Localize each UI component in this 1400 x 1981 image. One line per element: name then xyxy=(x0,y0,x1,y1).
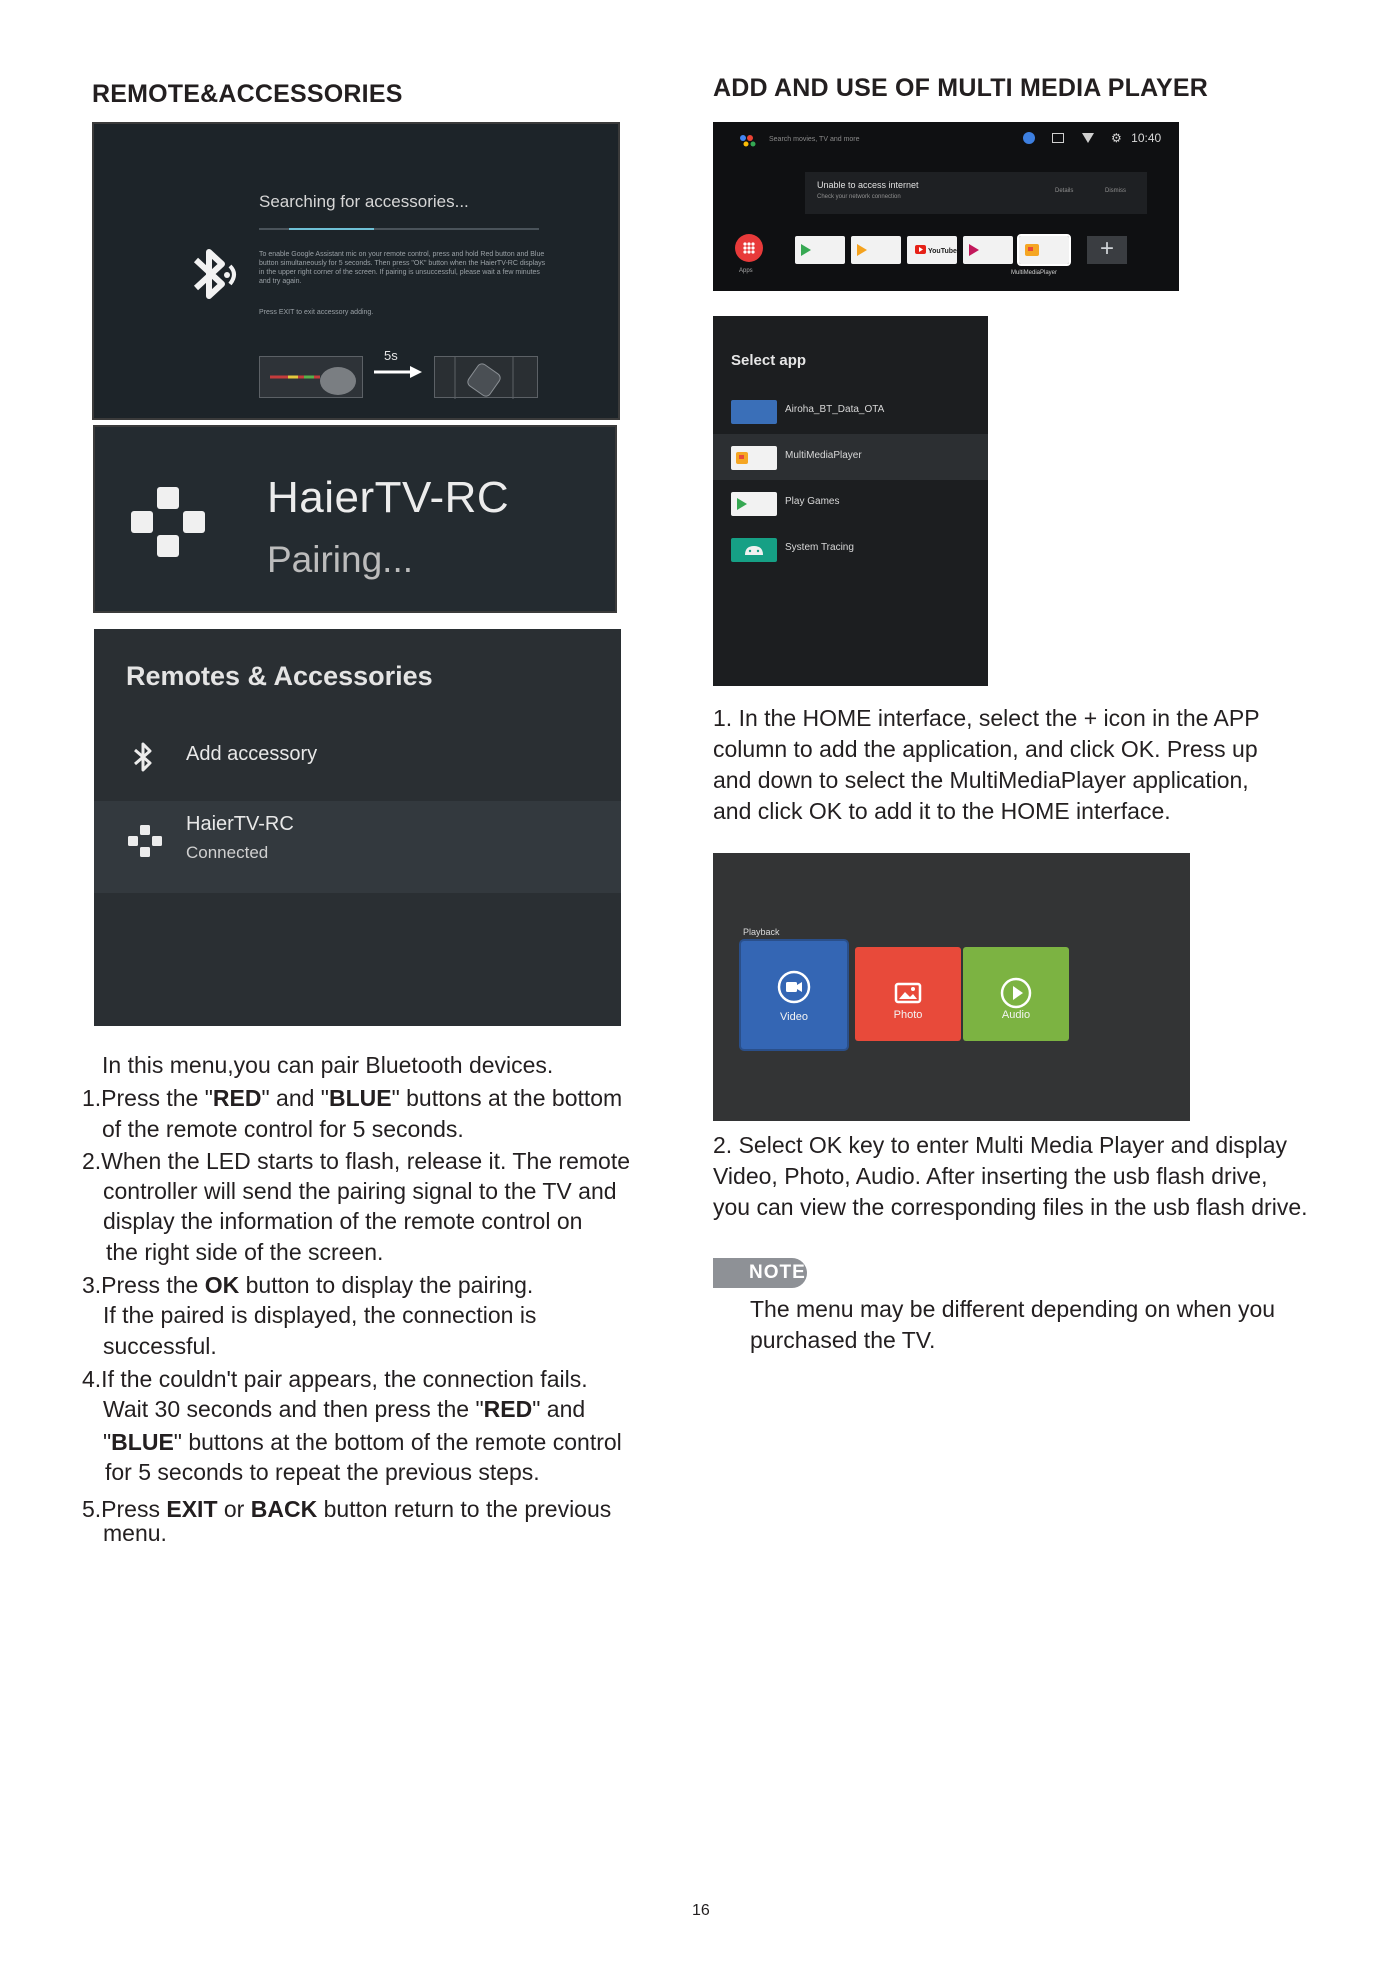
google-assistant-icon xyxy=(739,134,761,148)
screenshot-searching-accessories xyxy=(92,122,620,420)
gamepad-icon xyxy=(128,825,162,857)
audio-tile[interactable] xyxy=(963,947,1069,1041)
play-store-icon xyxy=(963,236,1013,264)
pairing-instructions: To enable Google Assistant mic on your remote control, press and hold Red button and Blue button simultaneously for 5 seconds. Then press "OK" button when the HaierTV-RC displays in the upper right corner of the screen. If pairing is unsuccessful, please wait a few minutes and try again. xyxy=(259,251,546,285)
app-tile-google-play-music[interactable] xyxy=(851,236,901,264)
play-store-icon xyxy=(795,236,845,264)
gear-icon[interactable]: ⚙ xyxy=(1111,130,1122,145)
screenshot-home-screen xyxy=(713,122,1179,291)
play-store-icon xyxy=(851,236,901,264)
connected-device-status: Connected xyxy=(186,843,269,862)
step-2-text: 2. Select OK key to enter Multi Media Player and display Video, Photo, Audio. After inserting the usb flash drive, you can view the corresponding files in the usb flash drive. xyxy=(713,1132,1308,1220)
details-button[interactable]: Details xyxy=(1055,188,1074,194)
step-4-line-2: Wait 30 seconds and then press the "RED" and xyxy=(103,1396,586,1422)
playback-title: Playback xyxy=(743,927,780,937)
bluetooth-icon xyxy=(132,741,154,773)
select-app-item-label: MultiMediaPlayer xyxy=(785,450,862,461)
select-app-title: Select app xyxy=(731,352,807,369)
screenshot-select-app xyxy=(713,316,988,686)
input-icon[interactable] xyxy=(1052,133,1064,143)
blue-button-label: BLUE xyxy=(328,1085,392,1111)
blue-button-label: BLUE xyxy=(111,1429,174,1455)
red-button-label: RED xyxy=(212,1085,262,1111)
page-number: 16 xyxy=(692,1902,710,1919)
photo-label: Photo xyxy=(893,1009,923,1021)
bluetooth-searching-icon xyxy=(182,242,246,312)
multimedia-player-icon xyxy=(731,446,777,470)
android-icon xyxy=(731,538,777,562)
bluetooth-ota-icon xyxy=(731,400,777,424)
notification-subtitle: Check your network connection xyxy=(817,194,901,200)
app-tile-multimedia-player[interactable] xyxy=(1019,236,1069,264)
profile-icon[interactable] xyxy=(1023,132,1035,144)
clock: 10:40 xyxy=(1131,130,1162,145)
step-5-line-2: menu. xyxy=(103,1520,167,1546)
play-games-icon xyxy=(731,492,777,516)
remote-release-illustration xyxy=(434,356,538,398)
red-button-label: RED xyxy=(483,1396,533,1422)
note-badge: NOTE xyxy=(713,1258,807,1288)
app-tile-google-play-movies[interactable] xyxy=(795,236,845,264)
device-name: HaierTV-RC xyxy=(267,473,510,522)
status-bar xyxy=(1023,130,1161,145)
ok-button-label: OK xyxy=(204,1272,240,1298)
search-progress-bar xyxy=(259,228,539,230)
exit-button-label: EXIT xyxy=(166,1496,218,1522)
apps-grid-icon xyxy=(735,234,763,262)
select-app-item-label: Play Games xyxy=(785,496,840,507)
notification-title: Unable to access internet xyxy=(817,180,919,190)
select-app-item-selected[interactable] xyxy=(713,434,988,480)
multimedia-player-label: MultiMediaPlayer xyxy=(1011,270,1058,276)
photo-icon xyxy=(888,973,928,1013)
select-app-item[interactable] xyxy=(713,526,988,572)
photo-tile[interactable] xyxy=(855,947,961,1041)
connected-device-name: HaierTV-RC xyxy=(186,813,294,835)
note-text: The menu may be different depending on when you purchased the TV. xyxy=(750,1296,1276,1353)
add-app-plus-button[interactable]: + xyxy=(1087,236,1127,264)
multimedia-player-icon xyxy=(1019,236,1069,264)
intro-text: In this menu,you can pair Bluetooth devices. xyxy=(102,1052,554,1078)
video-label: Video xyxy=(780,1011,808,1023)
step-5-line-1: 5.Press EXIT or BACK button return to the previous xyxy=(82,1496,612,1522)
screenshot-playback xyxy=(713,853,1190,1121)
play-circle-icon xyxy=(996,973,1036,1013)
step-2-line-2: controller will send the pairing signal to the TV and xyxy=(103,1178,617,1204)
step-2-line-3: display the information of the remote control on xyxy=(103,1208,583,1234)
gamepad-icon xyxy=(131,487,205,557)
select-app-item[interactable] xyxy=(713,388,988,434)
select-app-item-label: System Tracing xyxy=(785,542,854,553)
add-accessory-label: Add accessory xyxy=(186,743,318,765)
step-3-line-3: successful. xyxy=(103,1333,217,1359)
step-3-line-1: 3.Press the OK button to display the pairing. xyxy=(82,1272,534,1298)
section-heading-remote: REMOTE&ACCESSORIES xyxy=(92,80,403,108)
duration-label: 5s xyxy=(384,348,398,363)
step-3-line-2: If the paired is displayed, the connection is xyxy=(103,1302,537,1328)
remotes-menu-title: Remotes & Accessories xyxy=(126,661,433,691)
screenshot-remotes-accessories xyxy=(94,629,621,1026)
select-app-item[interactable] xyxy=(713,480,988,526)
app-tile-google-play-games[interactable] xyxy=(963,236,1013,264)
dismiss-button[interactable]: Dismiss xyxy=(1105,188,1126,194)
screenshot-pairing xyxy=(93,425,617,613)
app-tile-youtube[interactable] xyxy=(907,236,957,264)
youtube-icon xyxy=(907,236,957,264)
back-button-label: BACK xyxy=(250,1496,318,1522)
add-accessory-item[interactable] xyxy=(94,729,621,785)
video-icon xyxy=(774,967,814,1007)
arrow-right-icon xyxy=(372,364,424,380)
select-app-item-label: Airoha_BT_Data_OTA xyxy=(785,404,885,415)
svg-text:YouTube: YouTube xyxy=(928,248,957,255)
step-4-line-3: "BLUE" buttons at the bottom of the remote control xyxy=(103,1429,622,1455)
step-1-line-1: 1.Press the "RED" and "BLUE" buttons at the bottom xyxy=(82,1085,623,1111)
pairing-status: Pairing... xyxy=(267,539,414,580)
step-2-line-4: the right side of the screen. xyxy=(106,1239,384,1265)
network-notification-card[interactable] xyxy=(805,172,1147,214)
exit-hint: Press EXIT to exit accessory adding. xyxy=(259,309,374,316)
step-4-line-1: 4.If the couldn't pair appears, the connection fails. xyxy=(82,1366,588,1392)
video-tile[interactable] xyxy=(741,941,847,1049)
apps-button[interactable] xyxy=(735,234,763,262)
step-4-line-4: for 5 seconds to repeat the previous steps. xyxy=(105,1459,540,1485)
step-1-line-2: of the remote control for 5 seconds. xyxy=(102,1116,464,1142)
apps-label: Apps xyxy=(739,268,753,274)
section-heading-multimedia: ADD AND USE OF MULTI MEDIA PLAYER xyxy=(713,74,1209,102)
remote-press-illustration xyxy=(259,356,363,398)
connected-device-item[interactable] xyxy=(94,801,621,893)
search-placeholder[interactable]: Search movies, TV and more xyxy=(769,136,860,143)
searching-title: Searching for accessories... xyxy=(259,192,469,211)
wifi-icon xyxy=(1082,133,1094,143)
audio-label: Audio xyxy=(1001,1009,1031,1021)
step-1-text: 1. In the HOME interface, select the + icon in the APP column to add the application, and click OK. Press up and down to select the MultiMediaPlayer application, and click OK to add it to the HOME interface. xyxy=(713,705,1260,824)
step-2-line-1: 2.When the LED starts to flash, release it. The remote xyxy=(82,1148,631,1174)
